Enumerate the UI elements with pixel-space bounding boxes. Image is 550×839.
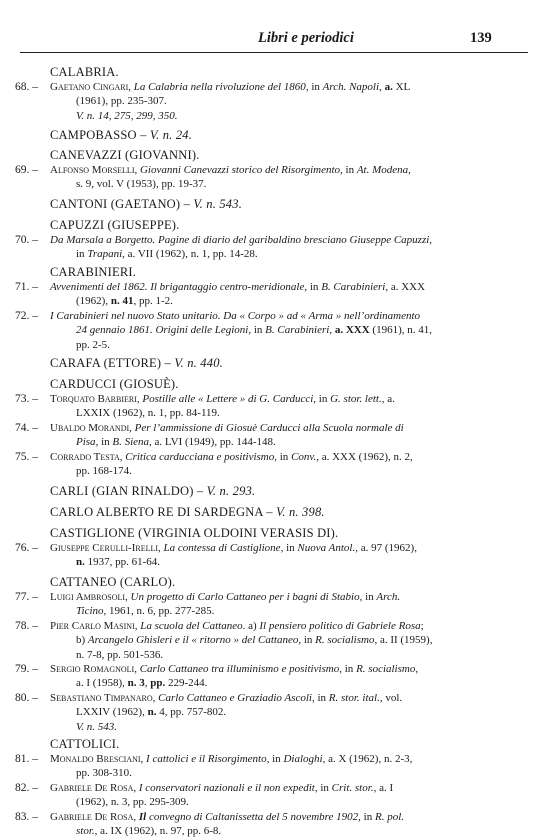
subject-heading-text: CANEVAZZI (GIOVANNI). bbox=[50, 148, 200, 162]
entry-text: La scuola del Cattaneo bbox=[140, 620, 243, 632]
entry-number: 76. – bbox=[15, 542, 38, 554]
entry-line bbox=[76, 323, 432, 337]
entry-text: I Carabinieri nel nuovo Stato unitario. Da « Corpo » ad « Arma » nell’ordinamento bbox=[50, 310, 421, 322]
subject-heading-text: CATTANEO (CARLO). bbox=[50, 575, 176, 589]
entry-text: , bbox=[429, 234, 433, 246]
entry-text: , bbox=[140, 753, 147, 765]
entry-line bbox=[50, 691, 402, 705]
entry-text: Luigi Ambrosoli bbox=[50, 591, 126, 603]
entry-number: 80. – bbox=[15, 692, 38, 704]
entry-text: , bbox=[329, 324, 335, 337]
entry-text: , in bbox=[248, 324, 266, 337]
entry-text: Arch. Napoli bbox=[322, 81, 380, 93]
entry-text: Da Marsala a Borgetto. Pagine di diario del garibaldino bresciano Giuseppe Capuzzi bbox=[50, 234, 430, 246]
entry-text: n. 41 bbox=[110, 295, 134, 308]
entry-number: 68. – bbox=[15, 81, 38, 93]
subject-heading bbox=[50, 197, 242, 212]
entry-text: , vol. bbox=[379, 692, 403, 704]
subject-heading bbox=[50, 377, 179, 392]
entry-line bbox=[76, 824, 221, 838]
entry-line bbox=[50, 280, 425, 294]
entry-line bbox=[50, 781, 393, 795]
entry-text: , a. IX (1962), n. 97, pp. 6-8. bbox=[94, 825, 222, 838]
entry-text: Crit. stor. bbox=[331, 782, 374, 794]
entry-line bbox=[76, 676, 207, 690]
cross-reference: V. n. 543. bbox=[193, 197, 243, 211]
entry-text: n. 3 bbox=[127, 677, 145, 690]
entry-line bbox=[76, 555, 160, 569]
cross-reference: V. n. 293. bbox=[206, 484, 256, 498]
entry-line bbox=[76, 604, 214, 618]
entry-line bbox=[76, 766, 132, 780]
entry-line bbox=[50, 309, 420, 323]
entry-number: 81. – bbox=[15, 753, 38, 765]
entry-text: , in bbox=[305, 81, 323, 93]
entry-line bbox=[50, 233, 432, 247]
entry-text: , a. VII (1962), n. 1, pp. 14-28. bbox=[122, 248, 258, 261]
entry-line bbox=[50, 421, 404, 435]
entry-text: a. bbox=[384, 81, 393, 93]
entry-text: , bbox=[408, 164, 411, 176]
entry-text: , bbox=[134, 663, 140, 675]
entry-line bbox=[50, 619, 424, 633]
entry-text: Giovanni Canevazzi storico del Risorgimento bbox=[139, 164, 341, 176]
cross-reference: V. n. 24. bbox=[149, 128, 193, 142]
entry-line bbox=[76, 338, 110, 352]
entry-text: 24 gennaio 1861. Origini delle Legioni bbox=[76, 324, 249, 337]
entry-text: Critica carducciana e positivismo bbox=[125, 451, 275, 463]
entry-text: , bbox=[129, 422, 135, 434]
entry-line bbox=[76, 406, 220, 420]
entry-text: Per l’ammissione di Giosuè Carducci alla Scuola normale di bbox=[134, 422, 404, 434]
entry-text: 4, pp. 757-802. bbox=[156, 706, 227, 719]
entry-text: Arch. bbox=[376, 591, 401, 603]
subject-heading-text: CARDUCCI (GIOSUÈ). bbox=[50, 377, 179, 391]
entry-text: , pp. 1-2. bbox=[133, 295, 173, 308]
entry-line bbox=[76, 648, 163, 662]
entry-line bbox=[76, 177, 206, 191]
entry-number: 73. – bbox=[15, 393, 38, 405]
entry-line bbox=[50, 810, 404, 824]
entry-text: , in bbox=[280, 542, 298, 554]
entry-line bbox=[76, 435, 276, 449]
entry-line bbox=[76, 109, 178, 123]
entry-text: , in bbox=[95, 436, 113, 449]
subject-heading-text: CARLO ALBERTO RE DI SARDEGNA – bbox=[50, 505, 277, 519]
entry-text: , bbox=[144, 677, 151, 690]
entry-text: ; bbox=[420, 620, 424, 632]
entry-line bbox=[76, 94, 167, 108]
entry-text: R. pol. bbox=[374, 811, 404, 823]
entry-text: b) bbox=[76, 634, 88, 647]
entry-text: Gabriele De Rosa bbox=[50, 811, 134, 823]
entry-text: , in bbox=[304, 281, 322, 293]
entry-text: B. Carabinieri bbox=[265, 324, 330, 337]
entry-text: Pier Carlo Masini bbox=[50, 620, 135, 632]
entry-text: I cattolici e il Risorgimento bbox=[146, 753, 267, 765]
entry-number: 82. – bbox=[15, 782, 38, 794]
subject-heading-text: CAMPOBASSO – bbox=[50, 128, 150, 142]
entry-number: 79. – bbox=[15, 663, 38, 675]
entry-text: La Calabria nella rivoluzione del 1860 bbox=[133, 81, 306, 93]
entry-text: Postille alle « Lettere » di G. Carducci bbox=[142, 393, 314, 405]
entry-line bbox=[76, 294, 173, 308]
entry-number: 83. – bbox=[15, 811, 38, 823]
entry-number: 75. – bbox=[15, 451, 38, 463]
entry-line bbox=[50, 752, 412, 766]
entry-line bbox=[76, 720, 117, 734]
entry-text: a. I (1958), bbox=[76, 677, 128, 690]
entry-text: XL bbox=[392, 81, 411, 93]
subject-heading bbox=[50, 526, 338, 541]
entry-text: (1961), pp. 235-307. bbox=[76, 95, 167, 108]
entry-text: , a. LVI (1949), pp. 144-148. bbox=[149, 436, 276, 449]
subject-heading bbox=[50, 505, 325, 520]
entry-text: , a. 97 (1962), bbox=[355, 542, 417, 554]
subject-heading-text: CARABINIERI. bbox=[50, 265, 137, 279]
cross-reference: V. n. 398. bbox=[276, 505, 325, 519]
entry-text: , a. I bbox=[373, 782, 394, 794]
entry-text: n. bbox=[147, 706, 157, 719]
entry-text: B. Carabinieri bbox=[321, 281, 386, 293]
entry-line bbox=[50, 392, 395, 406]
entry-text: Sebastiano Timpanaro bbox=[50, 692, 153, 704]
entry-line bbox=[50, 163, 411, 177]
page-number: 139 bbox=[470, 30, 492, 46]
entry-text: , a. XXX bbox=[385, 281, 426, 293]
entry-line bbox=[76, 705, 226, 719]
entry-line bbox=[50, 80, 410, 94]
running-header bbox=[0, 30, 550, 50]
entry-text: At. Modena bbox=[356, 164, 409, 176]
subject-heading bbox=[50, 575, 175, 590]
entry-text: , 1961, n. 6, pp. 277-285. bbox=[103, 605, 215, 618]
entry-text: Il bbox=[138, 811, 147, 823]
entry-text: , a. bbox=[381, 393, 395, 405]
entry-text: , bbox=[133, 811, 139, 823]
entry-text: LXXIX (1962), n. 1, pp. 84-119. bbox=[76, 407, 220, 420]
entry-line bbox=[76, 247, 258, 261]
entry-text: , in bbox=[266, 753, 284, 765]
entry-text: Conv. bbox=[291, 451, 317, 463]
entry-number: 71. – bbox=[15, 281, 38, 293]
entry-line bbox=[76, 464, 132, 478]
entry-text: Pisa bbox=[76, 436, 96, 449]
entry-text: Trapani bbox=[87, 248, 123, 261]
entry-text: , bbox=[119, 451, 126, 463]
entry-text: Avvenimenti del 1862. Il brigantaggio centro-meridionale bbox=[50, 281, 305, 293]
entry-text: Gabriele De Rosa bbox=[50, 782, 134, 794]
entry-text: pp. 2-5. bbox=[76, 338, 110, 351]
header-rule bbox=[20, 52, 528, 53]
subject-heading bbox=[50, 737, 119, 752]
entry-line bbox=[50, 590, 400, 604]
subject-heading bbox=[50, 148, 200, 163]
entry-text: , a. XXX (1962), n. 2, bbox=[316, 451, 413, 463]
entry-text: Nuova Antol. bbox=[297, 542, 356, 554]
entry-text: , in bbox=[274, 451, 292, 463]
cross-reference: V. n. 440. bbox=[174, 356, 223, 370]
subject-heading-text: CALABRIA. bbox=[50, 65, 119, 79]
entry-text: Carlo Cattaneo tra illuminismo e positivismo bbox=[139, 663, 340, 675]
subject-heading-text: CATTOLICI. bbox=[50, 737, 120, 751]
subject-heading bbox=[50, 65, 119, 80]
entry-text: Arcangelo Ghisleri e il « ritorno » del Cattaneo bbox=[87, 634, 299, 647]
entry-text: s. 9, vol. V (1953), pp. 19-37. bbox=[76, 178, 207, 191]
entry-text: Il pensiero politico di Gabriele Rosa bbox=[259, 620, 421, 632]
entry-text: (1962), n. 3, pp. 295-309. bbox=[76, 796, 189, 809]
entry-text: , bbox=[152, 692, 159, 704]
entry-text: , in bbox=[298, 634, 316, 647]
entry-text: (1961), n. 41, bbox=[369, 324, 432, 337]
entry-text: I conservatori nazionali e il non expedit bbox=[138, 782, 315, 794]
subject-heading-text: CASTIGLIONE (VIRGINIA OLDOINI VERASIS DI). bbox=[50, 526, 339, 540]
subject-heading bbox=[50, 265, 136, 280]
entry-text: La contessa di Castiglione bbox=[163, 542, 281, 554]
subject-heading-text: CAPUZZI (GIUSEPPE). bbox=[50, 218, 180, 232]
entry-number: 70. – bbox=[15, 234, 38, 246]
entry-text: Carlo Cattaneo e Graziadio Ascoli bbox=[158, 692, 312, 704]
entry-text: Giuseppe Cerulli-Irelli bbox=[50, 542, 159, 554]
entry-text: pp. 168-174. bbox=[76, 465, 132, 478]
entry-text: R. socialismo bbox=[315, 634, 375, 647]
entry-text: B. Siena bbox=[112, 436, 150, 449]
entry-text: Alfonso Morselli bbox=[50, 164, 135, 176]
entry-text: Gaetano Cingari bbox=[50, 81, 129, 93]
entry-number: 69. – bbox=[15, 164, 38, 176]
entry-text: pp. bbox=[150, 677, 166, 690]
entry-text: R. socialismo bbox=[356, 663, 416, 675]
entry-text: , bbox=[134, 164, 140, 176]
entry-text: , in bbox=[313, 393, 331, 405]
entry-text: 229-244. bbox=[165, 677, 208, 690]
subject-heading-text: CARLI (GIAN RINALDO) – bbox=[50, 484, 207, 498]
entry-line bbox=[50, 662, 418, 676]
entry-text: , bbox=[134, 620, 141, 632]
entry-number: 78. – bbox=[15, 620, 38, 632]
entry-text: LXXIV (1962), bbox=[76, 706, 148, 719]
entry-text: , a. X (1962), n. 2-3, bbox=[322, 753, 413, 765]
entry-text: Torquato Barbieri bbox=[50, 393, 137, 405]
subject-heading-text: CARAFA (ETTORE) – bbox=[50, 356, 175, 370]
subject-heading bbox=[50, 218, 180, 233]
running-title: Libri e periodici bbox=[258, 30, 354, 46]
entry-text: stor. bbox=[76, 825, 95, 838]
entry-number: 72. – bbox=[15, 310, 38, 322]
entry-text: , in bbox=[358, 811, 375, 823]
entry-text: convegno di Caltanissetta del 5 novembre 1902 bbox=[146, 811, 359, 823]
entry-text: , bbox=[125, 591, 131, 603]
entry-text: (1962), bbox=[76, 295, 111, 308]
entry-text: Sergio Romagnoli bbox=[50, 663, 135, 675]
entry-text: , in bbox=[314, 782, 332, 794]
entry-text: Un progetto di Carlo Cattaneo per i bagni di Stabio bbox=[130, 591, 360, 603]
entry-text: Monaldo Bresciani bbox=[50, 753, 141, 765]
subject-heading bbox=[50, 128, 192, 143]
entry-text: , bbox=[128, 81, 134, 93]
entry-text: Ubaldo Morandi bbox=[50, 422, 130, 434]
entry-text: , in bbox=[339, 663, 357, 675]
entry-text: Dialoghi bbox=[283, 753, 323, 765]
entry-text: V. n. 543. bbox=[76, 720, 118, 733]
entry-text: R. stor. ital. bbox=[328, 692, 380, 704]
entry-text: , bbox=[379, 81, 385, 93]
subject-heading bbox=[50, 484, 255, 499]
entry-line bbox=[76, 795, 189, 809]
entry-number: 77. – bbox=[15, 591, 38, 603]
entry-text: , in bbox=[359, 591, 377, 603]
entry-text: , in bbox=[311, 692, 329, 704]
entry-line bbox=[50, 541, 417, 555]
entry-text: 1937, pp. 61-64. bbox=[84, 556, 161, 569]
entry-text: in bbox=[76, 248, 88, 261]
entry-text: G. stor. lett. bbox=[330, 393, 382, 405]
entry-text: n. bbox=[76, 556, 85, 569]
entry-text: V. n. 14, 275, 299, 350. bbox=[76, 109, 178, 122]
entry-text: , bbox=[415, 663, 419, 675]
entry-text: Corrado Testa bbox=[50, 451, 120, 463]
entry-text: , bbox=[158, 542, 164, 554]
entry-text: . a) bbox=[242, 620, 260, 632]
entry-text: , in bbox=[340, 164, 357, 176]
entry-number: 74. – bbox=[15, 422, 38, 434]
entry-text: , bbox=[136, 393, 143, 405]
entry-line bbox=[50, 450, 413, 464]
entry-text: , a. II (1959), bbox=[374, 634, 433, 647]
entry-text: a. XXX bbox=[334, 324, 370, 337]
entry-text: pp. 308-310. bbox=[76, 767, 132, 780]
subject-heading bbox=[50, 356, 223, 371]
entry-text: Ticino bbox=[76, 605, 104, 618]
subject-heading-text: CANTONI (GAETANO) – bbox=[50, 197, 194, 211]
entry-line bbox=[76, 633, 432, 647]
entry-text: n. 7-8, pp. 501-536. bbox=[76, 648, 164, 661]
entry-text: , bbox=[133, 782, 139, 794]
